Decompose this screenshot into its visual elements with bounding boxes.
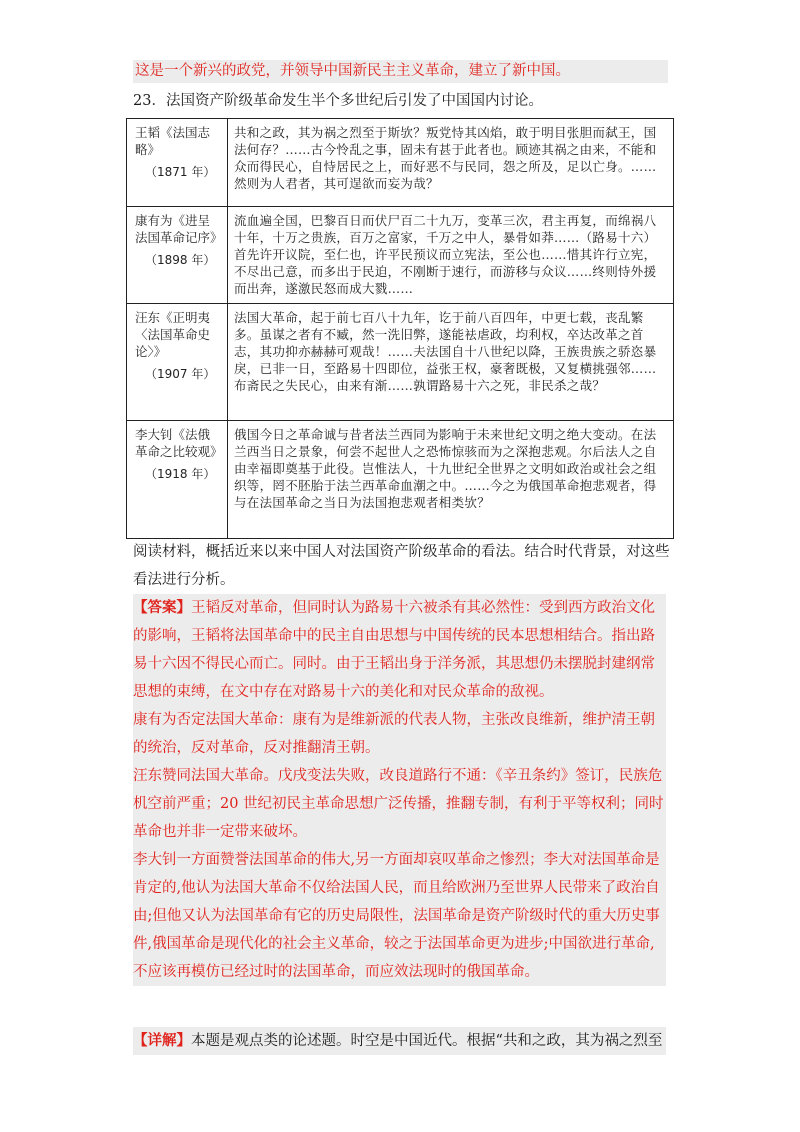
quote-cell: 法国大革命，起于前七百八十九年，讫于前八百四年，中更七载，丧乱繁多。虽谋之者有不臧，然一洗旧弊，遂能袪虐政，均利权，卒达改革之首志，其功抑亦赫赫可观哉！……夫法国自十八世纪以降，王族贵族之骄恣暴戾，已非一日，至路易十四即位，益张王权，豪奢既极，又复横挑强邻……布斋民之失民心，由来有渐……孰谓路易十六之死，非民杀之哉？ [228,304,674,421]
detail-tag: 【详解】 [133,1032,191,1049]
source-cell [127,304,228,421]
source-name: 汪东《正明夷〈法国革命史论〉》 [135,310,211,359]
table-row [127,421,674,539]
detail-text: 本题是观点类的论述题。时空是中国近代。根据“共和之政，其为祸之烈至 [191,1033,663,1049]
answer-block [133,594,666,986]
question-23: 23．法国资产阶级革命发生半个多世纪后引发了中国国内讨论。 [133,93,543,109]
answer-paragraph: 李大钊一方面赞誉法国革命的伟大,另一方面却哀叹革命之惨烈；李大对法国革命是肯定的,他认为法国大革命不仅给法国人民，而且给欧洲乃至世界人民带来了政治自由;但他又认为法国革命有它的历史局限性，法国革命是资产阶级时代的重大历史事件,俄国革命是现代化的社会主义革命，较之于法国革命更为进步;中国欲进行革命,不应该再模仿已经过时的法国革命，而应效法现时的俄国革命。 [133,852,660,980]
source-year: （1871 年） [145,165,216,179]
source-cell [127,119,228,207]
source-table [126,118,674,539]
answer-paragraph: 汪东赞同法国大革命。戊戌变法失败，改良道路行不通：《辛丑条约》签订，民族危机空前严重；20 世纪初民主革命思想广泛传播，推翻专制，有利于平等权利；同时革命也并非一定带来破坏。 [133,768,664,840]
answer-tag: 【答案】 [133,599,191,616]
source-name: 李大钊《法俄革命之比较观》 [135,427,223,459]
quote-cell: 流血遍全国，巴黎百日而伏尸百二十九万，变革三次，君主再复，而绵祸八十年，十万之贵族，百万之富家，千万之中人，暴骨如莽……（路易十六）首先许开议院，至仁也，许平民预议而立宪法，至公也……惜其许行立宪，不尽出己意，而多出于民迫，不刚断于速行，而游移与众议……终则恃外援而出奔，遂激民怒而成大戮…… [228,207,674,304]
answer-paragraph: 康有为否定法国大革命：康有为是维新派的代表人物，主张改良维新，维护清王朝的统治，反对革命，反对推翻清王朝。 [133,712,655,756]
table-row [127,119,674,207]
source-name: 王韬《法国志略》 [135,125,211,157]
table-row [127,304,674,421]
source-year: （1918 年） [145,467,216,481]
source-cell [127,207,228,304]
detail-block [133,1027,666,1055]
source-year: （1907 年） [145,367,216,381]
answer-paragraph: 【答案】王韬反对革命，但同时认为路易十六被杀有其必然性：受到西方政治文化的影响，王韬将法国革命中的民主自由思想与中国传统的民本思想相结合。指出路易十六因不得民心而亡。同时。由于王韬出身于洋务派，其思想仍未摆脱封建纲常思想的束缚，在文中存在对路易十六的美化和对民众革命的敌视。 [133,599,655,700]
previous-answer-line: 这是一个新兴的政党，并领导中国新民主主义革命，建立了新中国。 [133,60,668,83]
table-row [127,207,674,304]
source-year: （1898 年） [145,253,216,267]
source-name: 康有为《进呈法国革命记序》 [135,213,223,245]
question-instruction: 阅读材料，概括近来以来中国人对法国资产阶级革命的看法。结合时代背景，对这些看法进行分析。 [133,544,670,588]
quote-cell: 共和之政，其为祸之烈至于斯欤？叛党恃其凶焰，敢于明目张胆而弑王，国法何存？……古今怜乱之事，固未有甚于此者也。顾迹其祸之由来，不能和众而得民心，自恃居民之上，而好恶不与民同，怨之所及，足以亡身。……然则为人君者，其可逞欲而妄为哉？ [228,119,674,207]
source-cell [127,421,228,539]
quote-cell: 俄国今日之革命诚与昔者法兰西同为影响于未来世纪文明之绝大变动。在法兰西当日之景象，何尝不起世人之恐怖惊骇而为之深抱悲观。尔后法人之自由幸福即奠基于此役。岂惟法人，十九世纪全世界之文明如政治或社会之组织等，罔不胚胎于法兰西革命血潮之中。……今之为俄国革命抱悲观者，得与在法国革命之当日为法国抱悲观者相类欤？ [228,421,674,539]
